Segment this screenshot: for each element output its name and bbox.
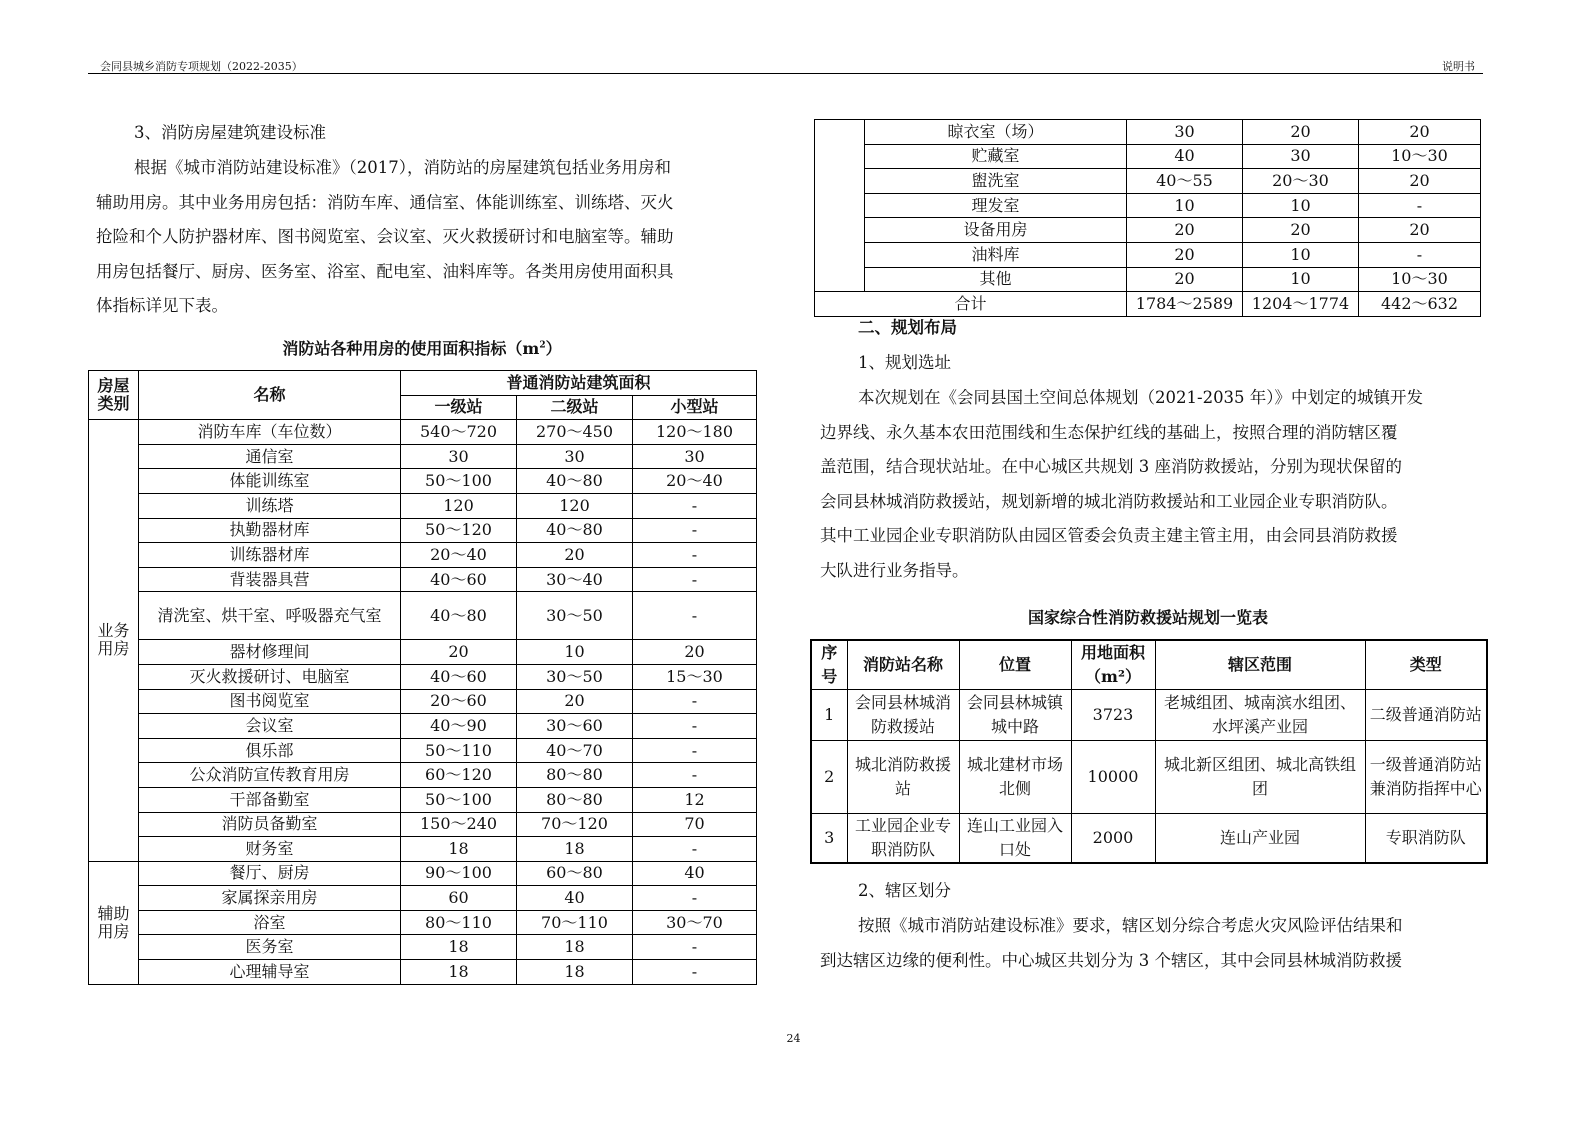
table-row: [89, 664, 757, 689]
subsection-heading-site-selection: 1、规划选址: [858, 353, 951, 372]
cell: 70: [633, 812, 757, 837]
cell: 60～80: [517, 861, 633, 886]
cell: 消防车库（车位数）: [139, 420, 401, 445]
table-row: [89, 689, 757, 714]
cell: 连山产业园: [1155, 814, 1365, 864]
paragraph-line: 大队进行业务指导。: [820, 560, 969, 580]
cell: -: [633, 518, 757, 543]
table-row: [815, 193, 1481, 218]
cell: 其他: [865, 267, 1127, 292]
header-cell: 辖区范围: [1155, 640, 1365, 690]
cell: -: [633, 689, 757, 714]
cell: 图书阅览室: [139, 689, 401, 714]
cell: -: [633, 886, 757, 911]
group-label-auxiliary: 辅助用房: [89, 861, 139, 984]
table-row: [89, 567, 757, 592]
cell: 30～60: [517, 714, 633, 739]
cell: 10: [1127, 193, 1243, 218]
cell: 30: [401, 444, 517, 469]
cell: 10～30: [1359, 267, 1481, 292]
cell: 40～80: [401, 592, 517, 640]
cell: 城北消防救援站: [847, 741, 959, 814]
table-row: [89, 714, 757, 739]
cell: 训练器材库: [139, 543, 401, 568]
cell: 30～40: [517, 567, 633, 592]
cell: 70～110: [517, 910, 633, 935]
table-header-row: [811, 640, 1487, 690]
table-header-row: [89, 371, 757, 396]
cell: -: [633, 714, 757, 739]
table-row: [815, 169, 1481, 194]
stations-table: [810, 639, 1488, 864]
document-type: 说明书: [1442, 60, 1475, 73]
table-title-usage-area: 消防站各种用房的使用面积指标$(m^2)$: [282, 339, 562, 358]
header-cell: 位置: [959, 640, 1071, 690]
cell: 公众消防宣传教育用房: [139, 763, 401, 788]
header-name: 名称: [139, 371, 401, 420]
intro-line: 体指标详见下表。: [96, 296, 228, 315]
cell: 3723: [1071, 690, 1155, 741]
cell: 40～60: [401, 664, 517, 689]
cell: 50～120: [401, 518, 517, 543]
cell: 40: [517, 886, 633, 911]
header-col: 一级站: [401, 395, 517, 420]
table-row: [89, 444, 757, 469]
table-row: [89, 493, 757, 518]
cell: 442～632: [1359, 292, 1481, 317]
table-row: [89, 592, 757, 640]
cell: 18: [401, 935, 517, 960]
cell: 设备用房: [865, 218, 1127, 243]
header-category: 房屋类别: [89, 371, 139, 420]
usage-area-table-continued: [814, 119, 1481, 317]
intro-line: 辅助用房。其中业务用房包括：消防车库、通信室、体能训练室、训练塔、灭火: [96, 192, 674, 212]
cell: 20～30: [1243, 169, 1359, 194]
table-row: [89, 837, 757, 862]
header-col: 小型站: [633, 395, 757, 420]
cell: 80～80: [517, 763, 633, 788]
cell: 体能训练室: [139, 469, 401, 494]
paragraph-line: 本次规划在《会同县国土空间总体规划（2021-2035 年）》中划定的城镇开发: [858, 388, 1424, 407]
cell: 10～30: [1359, 144, 1481, 169]
cell: -: [633, 592, 757, 640]
cell: 俱乐部: [139, 738, 401, 763]
cell: 10: [1243, 242, 1359, 267]
cell: -: [633, 935, 757, 960]
cell: 专职消防队: [1365, 814, 1487, 864]
intro-paragraph: [96, 151, 756, 324]
header-cell: 消防站名称: [847, 640, 959, 690]
cell: 18: [517, 935, 633, 960]
cell: 执勤器材库: [139, 518, 401, 543]
cell: 40～80: [517, 518, 633, 543]
cell: 40～70: [517, 738, 633, 763]
cell: 15～30: [633, 664, 757, 689]
cell: 120: [401, 493, 517, 518]
cell: -: [1359, 242, 1481, 267]
cell: 1784～2589: [1127, 292, 1243, 317]
cell: 医务室: [139, 935, 401, 960]
cell: 120: [517, 493, 633, 518]
cell: 30～50: [517, 664, 633, 689]
cell: 3: [811, 814, 847, 864]
paragraph-line: 其中工业园企业专职消防队由园区管委会负责主建主管主用，由会同县消防救援: [820, 526, 1398, 545]
cell: 150～240: [401, 812, 517, 837]
cell: 80～110: [401, 910, 517, 935]
table-row: [89, 518, 757, 543]
cell: 20: [517, 689, 633, 714]
cell: 40～80: [517, 469, 633, 494]
cell: -: [633, 738, 757, 763]
cell: 120～180: [633, 420, 757, 445]
cell: -: [633, 763, 757, 788]
cell: 二级普通消防站: [1365, 690, 1487, 741]
cell: 20～60: [401, 689, 517, 714]
header-col: 二级站: [517, 395, 633, 420]
table-row: [89, 960, 757, 985]
paragraph-line: 盖范围，结合现状站址。在中心城区共规划 3 座消防救援站，分别为现状保留的: [820, 457, 1402, 476]
cell: 20: [1243, 120, 1359, 145]
cell: 20: [1359, 120, 1481, 145]
cell: 通信室: [139, 444, 401, 469]
cell: 20～40: [401, 543, 517, 568]
cell: 40～90: [401, 714, 517, 739]
cell: 270～450: [517, 420, 633, 445]
intro-line: 根据《城市消防站建设标准》（2017），消防站的房屋建筑包括业务用房和: [134, 158, 671, 177]
cell: 2000: [1071, 814, 1155, 864]
table-row: [89, 420, 757, 445]
paragraph-line: 按照《城市消防站建设标准》要求，辖区划分综合考虑火灾风险评估结果和: [858, 916, 1403, 935]
cell: 50～100: [401, 787, 517, 812]
cell: 90～100: [401, 861, 517, 886]
cell: 浴室: [139, 910, 401, 935]
cell: 盥洗室: [865, 169, 1127, 194]
cell: 80～80: [517, 787, 633, 812]
cell: -: [633, 837, 757, 862]
table-row: [811, 690, 1487, 741]
cell: 50～110: [401, 738, 517, 763]
cell: 消防员备勤室: [139, 812, 401, 837]
table-row: [815, 144, 1481, 169]
cell: 20～40: [633, 469, 757, 494]
cell: 30: [1243, 144, 1359, 169]
cell: 30: [517, 444, 633, 469]
table-row: [89, 861, 757, 886]
cell: 清洗室、烘干室、呼吸器充气室: [139, 592, 401, 640]
cell: 10: [1243, 193, 1359, 218]
group-cell-continued: [815, 120, 865, 292]
cell: 晾衣室（场）: [865, 120, 1127, 145]
cell: 20: [1359, 169, 1481, 194]
page-number: 24: [786, 1032, 801, 1045]
section-heading-planning-layout: 二、规划布局: [858, 318, 957, 337]
subsection-heading-jurisdiction: 2、辖区划分: [858, 881, 951, 900]
paragraph-line: 到达辖区边缘的便利性。中心城区共划分为 3 个辖区，其中会同县林城消防救援: [820, 950, 1402, 970]
cell: -: [633, 567, 757, 592]
cell: 贮藏室: [865, 144, 1127, 169]
cell: 20: [633, 640, 757, 665]
cell: 器材修理间: [139, 640, 401, 665]
cell: 理发室: [865, 193, 1127, 218]
cell: 20: [1359, 218, 1481, 243]
cell: 1: [811, 690, 847, 741]
cell: 30～70: [633, 910, 757, 935]
cell: 一级普通消防站兼消防指挥中心: [1365, 741, 1487, 814]
table-row: [811, 814, 1487, 864]
cell: 20: [517, 543, 633, 568]
cell: 60: [401, 886, 517, 911]
table-row: [89, 543, 757, 568]
header-cell: 用地面积（m²）: [1071, 640, 1155, 690]
cell: 50～100: [401, 469, 517, 494]
cell: -: [633, 543, 757, 568]
cell: 40: [633, 861, 757, 886]
cell: 40～60: [401, 567, 517, 592]
table-title-stations: 国家综合性消防救援站规划一览表: [1027, 608, 1268, 627]
cell: 工业园企业专职消防队: [847, 814, 959, 864]
cell: -: [633, 493, 757, 518]
table-row: [815, 267, 1481, 292]
intro-line: 抢险和个人防护器材库、图书阅览室、会议室、灭火救援研讨和电脑室等。辅助: [96, 227, 674, 246]
table-row: [89, 738, 757, 763]
cell: 18: [517, 960, 633, 985]
header-group: 普通消防站建筑面积: [401, 371, 757, 396]
table-row: [89, 640, 757, 665]
cell: 30～50: [517, 592, 633, 640]
header-cell: 类型: [1365, 640, 1487, 690]
table-row: [815, 120, 1481, 145]
cell: 会同县林城消防救援站: [847, 690, 959, 741]
document-title: 会同县城乡消防专项规划（2022-2035）: [100, 60, 303, 73]
usage-area-table: [88, 370, 757, 985]
cell: 20: [1127, 242, 1243, 267]
table-row: [89, 787, 757, 812]
jurisdiction-paragraph: [820, 909, 1480, 978]
cell: 40: [1127, 144, 1243, 169]
paragraph-line: 会同县林城消防救援站，规划新增的城北消防救援站和工业园企业专职消防队。: [820, 491, 1398, 511]
cell: 心理辅导室: [139, 960, 401, 985]
cell: 家属探亲用房: [139, 886, 401, 911]
cell: -: [633, 960, 757, 985]
cell: 10: [517, 640, 633, 665]
table-row: [89, 910, 757, 935]
cell: 城北新区组团、城北高铁组团: [1155, 741, 1365, 814]
cell: -: [1359, 193, 1481, 218]
cell: 训练塔: [139, 493, 401, 518]
cell: 餐厅、厨房: [139, 861, 401, 886]
table-row: [815, 242, 1481, 267]
cell: 20: [1243, 218, 1359, 243]
table-row: [89, 812, 757, 837]
cell: 2: [811, 741, 847, 814]
cell: 30: [633, 444, 757, 469]
cell: 财务室: [139, 837, 401, 862]
table-row: [89, 763, 757, 788]
header-cell: 序号: [811, 640, 847, 690]
cell: 10000: [1071, 741, 1155, 814]
cell: 30: [1127, 120, 1243, 145]
cell: 会议室: [139, 714, 401, 739]
cell: 灭火救援研讨、电脑室: [139, 664, 401, 689]
table-row: [89, 886, 757, 911]
cell: 70～120: [517, 812, 633, 837]
cell: 18: [517, 837, 633, 862]
cell: 20: [401, 640, 517, 665]
group-label-business: 业务用房: [89, 420, 139, 862]
cell: 背装器具营: [139, 567, 401, 592]
cell: 油料库: [865, 242, 1127, 267]
total-label: 合计: [815, 292, 1127, 317]
cell: 60～120: [401, 763, 517, 788]
cell: 12: [633, 787, 757, 812]
table-row: [89, 935, 757, 960]
cell: 会同县林城镇城中路: [959, 690, 1071, 741]
cell: 20: [1127, 267, 1243, 292]
site-selection-paragraph: [820, 381, 1480, 588]
cell: 20: [1127, 218, 1243, 243]
cell: 10: [1243, 267, 1359, 292]
table-row: [811, 741, 1487, 814]
table-row: [815, 218, 1481, 243]
cell: 18: [401, 960, 517, 985]
paragraph-line: 边界线、永久基本农田范围线和生态保护红线的基础上，按照合理的消防辖区覆: [820, 422, 1398, 442]
cell: 老城组团、城南滨水组团、水坪溪产业园: [1155, 690, 1365, 741]
cell: 540～720: [401, 420, 517, 445]
header-rule: [88, 73, 1483, 74]
intro-line: 用房包括餐厅、厨房、医务室、浴室、配电室、油料库等。各类用房使用面积具: [96, 261, 674, 281]
cell: 城北建材市场北侧: [959, 741, 1071, 814]
cell: 干部备勤室: [139, 787, 401, 812]
table-row: [89, 469, 757, 494]
cell: 连山工业园入口处: [959, 814, 1071, 864]
section-heading-building-standards: 3、消防房屋建筑建设标准: [134, 123, 326, 142]
cell: 1204～1774: [1243, 292, 1359, 317]
cell: 18: [401, 837, 517, 862]
cell: 40～55: [1127, 169, 1243, 194]
